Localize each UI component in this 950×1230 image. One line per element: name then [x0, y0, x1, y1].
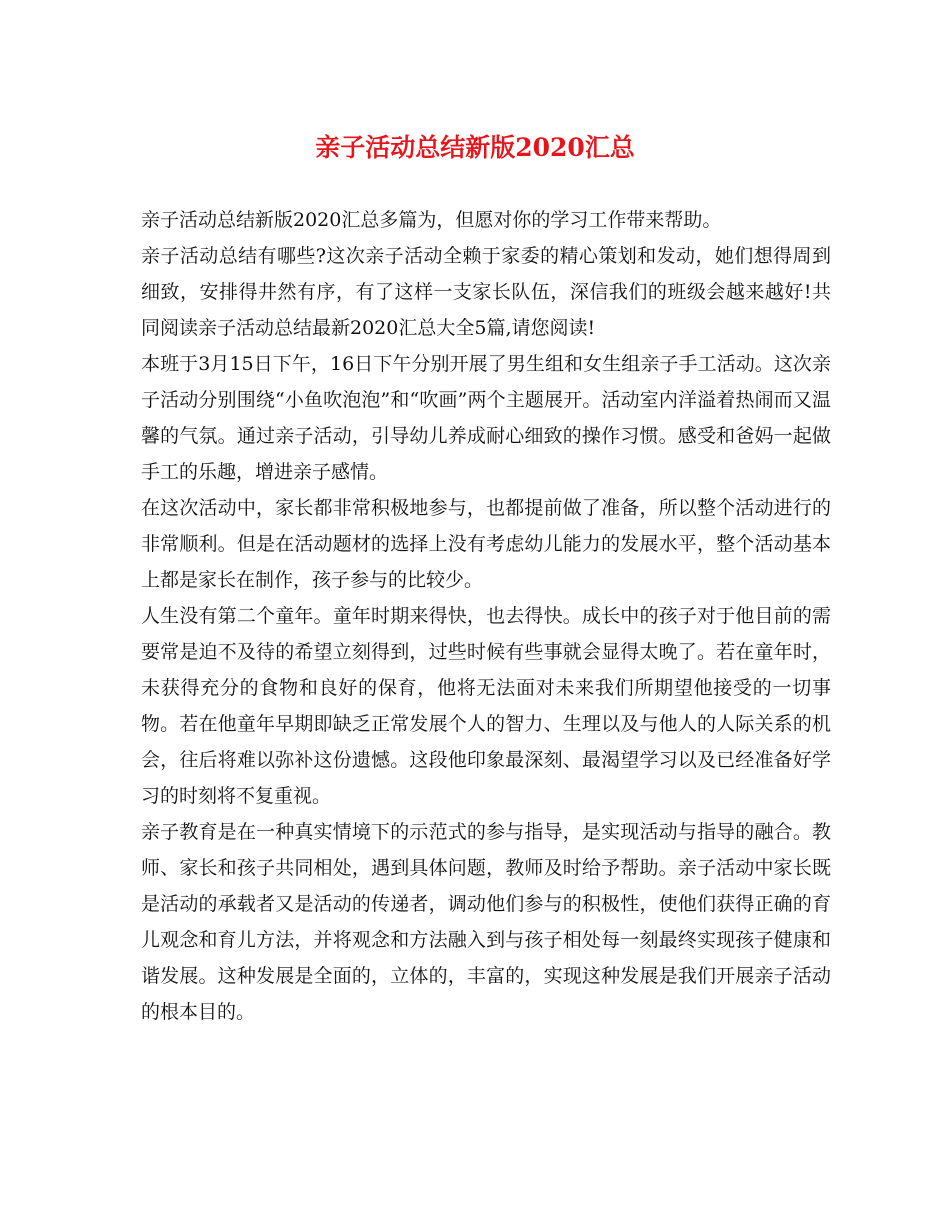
- document-body: [141, 202, 831, 1030]
- paragraph-intro: 亲子活动总结新版2020汇总多篇为，但愿对你的学习工作带来帮助。: [141, 209, 722, 231]
- paragraph-activity: 本班于3月15日下午，16日下午分别开展了男生组和女生组亲子手工活动。这次亲子活动分别围绕“小鱼吹泡泡”和“吹画”两个主题展开。活动室内洋溢着热闹而又温馨的气氛。通过亲子活动，引导幼儿养成耐心细致的操作习惯。感受和爸妈一起做手工的乐趣，增进亲子感情。: [141, 353, 831, 483]
- paragraph-parent-education: 亲子教育是在一种真实情境下的示范式的参与指导，是实现活动与指导的融合。教师、家长和孩子共同相处，遇到具体问题，教师及时给予帮助。亲子活动中家长既是活动的承载者又是活动的传递者，调动他们参与的积极性，使他们获得正确的育儿观念和育儿方法，并将观念和方法融入到与孩子相处每一刻最终实现孩子健康和谐发展。这种发展是全面的，立体的，丰富的，实现这种发展是我们开展亲子活动的根本目的。: [141, 821, 831, 1023]
- document-title: 亲子活动总结新版2020汇总: [315, 133, 635, 162]
- paragraph-reflection: 在这次活动中，家长都非常积极地参与，也都提前做了准备，所以整个活动进行的非常顺利。但是在活动题材的选择上没有考虑幼儿能力的发展水平，整个活动基本上都是家长在制作，孩子参与的比较少。: [141, 497, 831, 591]
- paragraph-overview: 亲子活动总结有哪些?这次亲子活动全赖于家委的精心策划和发动，她们想得周到细致，安排得井然有序，有了这样一支家长队伍，深信我们的班级会越来越好!共同阅读亲子活动总结最新2020汇总大全5篇,请您阅读!: [141, 245, 831, 339]
- paragraph-childhood: 人生没有第二个童年。童年时期来得快，也去得快。成长中的孩子对于他目前的需要常是迫不及待的希望立刻得到，过些时候有些事就会显得太晚了。若在童年时，未获得充分的食物和良好的保育，他将无法面对未来我们所期望他接受的一切事物。若在他童年早期即缺乏正常发展个人的智力、生理以及与他人的人际关系的机会，往后将难以弥补这份遗憾。这段他印象最深刻、最渴望学习以及已经准备好学习的时刻将不复重视。: [141, 605, 831, 807]
